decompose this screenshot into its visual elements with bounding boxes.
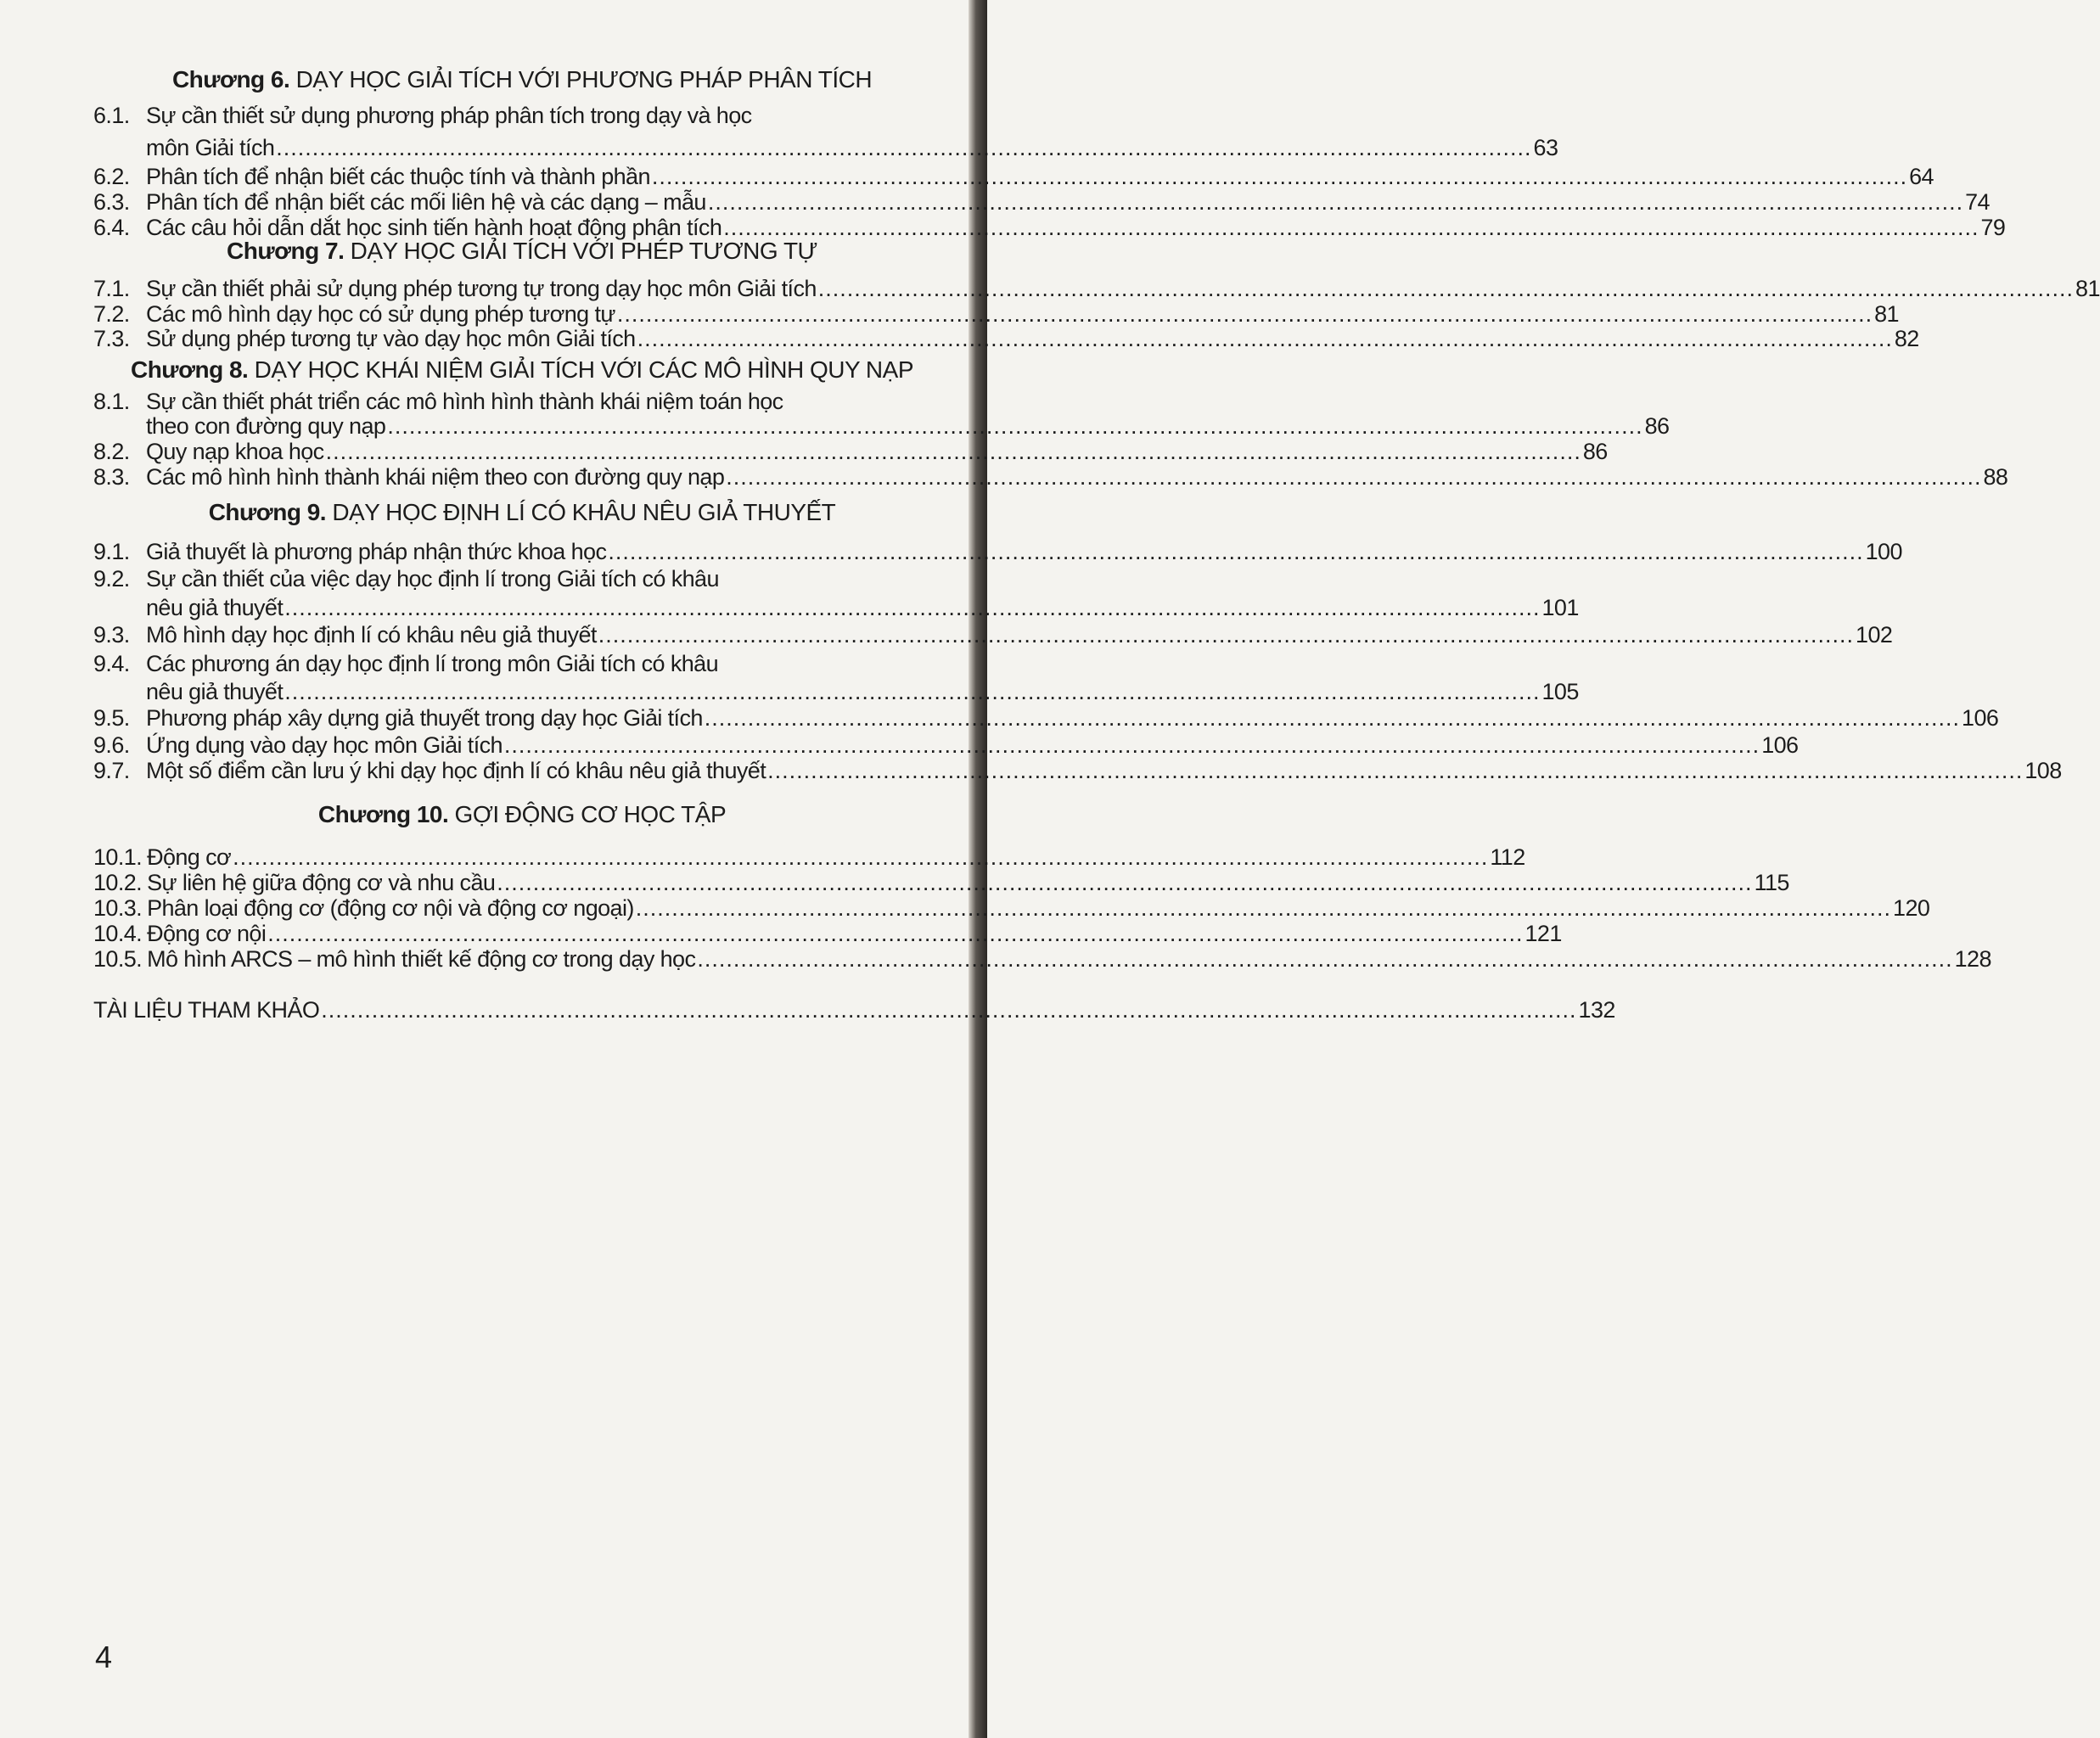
entry-number: 9.5. — [93, 705, 130, 731]
toc-entry[interactable] — [93, 676, 1579, 705]
chapter-label: Chương 10. — [317, 801, 449, 827]
entry-page: 105 — [1541, 679, 1579, 704]
dot-leader — [608, 539, 1863, 565]
entry-page: 100 — [1865, 539, 1902, 564]
entry-number: 8.3. — [93, 464, 130, 490]
dot-leader — [818, 276, 2074, 302]
dot-leader — [284, 595, 1540, 621]
entry-page: 79 — [1980, 215, 2006, 240]
entry-title: Các mô hình dạy học có sử dụng phép tương tự — [146, 301, 615, 327]
entry-title: Mô hình dạy học định lí có khâu nêu giả thuyết — [146, 622, 597, 648]
dot-leader — [598, 622, 1854, 648]
toc-entry[interactable] — [93, 893, 1930, 922]
entry-title: nêu giả thuyết — [146, 679, 284, 704]
dot-leader — [705, 705, 1960, 732]
page-number: 4 — [95, 1640, 113, 1674]
entry-number: 8.1. — [93, 389, 130, 414]
chapter-heading — [93, 66, 951, 93]
entry-title: Các mô hình hình thành khái niệm theo con đường quy nạp — [146, 464, 725, 490]
entry-number: 9.6. — [93, 732, 130, 758]
toc-entry[interactable] — [93, 187, 1990, 216]
entry-page: 106 — [1761, 732, 1799, 758]
entry-page: 115 — [1754, 870, 1789, 895]
entry-number: 8.2. — [93, 439, 130, 464]
entry-page: 88 — [1983, 464, 2008, 490]
entry-title: Sự cần thiết phát triển các mô hình hình thành khái niệm toán học — [146, 389, 783, 414]
entry-page: 81 — [2075, 276, 2100, 301]
toc-entry[interactable] — [93, 730, 1799, 759]
entry-title: nêu giả thuyết — [146, 595, 284, 620]
chapter-heading — [93, 238, 951, 265]
entry-number: 6.2. — [93, 164, 130, 189]
entry-number: 6.4. — [93, 215, 130, 240]
chapter-label: Chương 6. — [171, 66, 290, 93]
entry-page: 112 — [1490, 844, 1525, 870]
entry-number: 6.1. — [93, 103, 130, 128]
entry-page: 63 — [1533, 135, 1558, 160]
dot-leader — [767, 758, 2023, 784]
entry-title: Giả thuyết là phương pháp nhận thức khoa học — [146, 539, 607, 564]
toc-entry[interactable] — [93, 132, 1558, 161]
toc-entry[interactable] — [93, 592, 1579, 621]
toc-entry[interactable] — [93, 648, 951, 677]
chapter-title: DẠY HỌC ĐỊNH LÍ CÓ KHÂU NÊU GIẢ THUYẾT — [332, 499, 836, 525]
toc-entry[interactable] — [93, 411, 1670, 440]
entry-title: Phân loại động cơ (động cơ nội và động cơ ngoại) — [147, 895, 634, 921]
entry-number: 10.4. — [93, 921, 143, 946]
entry-number: 6.3. — [93, 189, 130, 215]
entry-title: Sự cần thiết phải sử dụng phép tương tự trong dạy học môn Giải tích — [146, 276, 817, 301]
chapter-heading — [93, 499, 951, 526]
toc-entry[interactable] — [93, 563, 951, 592]
entry-title: theo con đường quy nạp — [146, 413, 386, 439]
toc-entry[interactable] — [93, 995, 1615, 1023]
entry-page: 121 — [1524, 921, 1562, 946]
entry-page: 120 — [1893, 895, 1930, 921]
entry-title: TÀI LIỆU THAM KHẢO — [93, 997, 320, 1023]
chapter-label: Chương 7. — [227, 238, 345, 264]
entry-page: 101 — [1541, 595, 1579, 620]
entry-number: 10.1. — [93, 844, 143, 870]
entry-page: 81 — [1874, 301, 1899, 327]
entry-title: Sử dụng phép tương tự vào dạy học môn Giải tích — [146, 326, 636, 351]
dot-leader — [726, 464, 1981, 491]
toc-entry[interactable] — [93, 161, 1934, 190]
toc-entry[interactable] — [93, 462, 2008, 491]
chapter-heading — [93, 801, 951, 828]
toc-entry[interactable] — [93, 703, 1999, 732]
chapter-heading — [93, 356, 951, 384]
entry-title: Động cơ nội — [147, 921, 267, 946]
toc-entry[interactable] — [93, 212, 2006, 241]
entry-number: 7.1. — [93, 276, 130, 301]
entry-title: Một số điểm cần lưu ý khi dạy học định lí có khâu nêu giả thuyết — [146, 758, 766, 783]
entry-title: Động cơ — [147, 844, 232, 870]
entry-title: Các phương án dạy học định lí trong môn Giải tích có khâu — [146, 651, 718, 676]
entry-title: Phân tích để nhận biết các thuộc tính và thành phần — [146, 164, 650, 189]
entry-page: 106 — [1962, 705, 1999, 731]
toc-entry[interactable] — [93, 323, 1919, 352]
toc-entry[interactable] — [93, 918, 1562, 947]
toc-entry[interactable] — [93, 755, 2062, 784]
entry-number: 7.2. — [93, 301, 130, 327]
chapter-title: DẠY HỌC KHÁI NIỆM GIẢI TÍCH VỚI CÁC MÔ HÌNH QUY NẠP — [254, 356, 914, 383]
dot-leader — [321, 997, 1576, 1023]
entry-page: 86 — [1644, 413, 1670, 439]
toc-entry[interactable] — [93, 620, 1893, 648]
entry-title: Phương pháp xây dựng giả thuyết trong dạy học Giải tích — [146, 705, 703, 731]
dot-leader — [637, 326, 1893, 352]
chapter-title: DẠY HỌC GIẢI TÍCH VỚI PHƯƠNG PHÁP PHÂN TÍCH — [295, 66, 873, 93]
dot-leader — [284, 679, 1540, 705]
entry-title: Phân tích để nhận biết các mối liên hệ và các dạng – mẫu — [146, 189, 706, 215]
entry-number: 9.7. — [93, 758, 130, 783]
entry-number: 10.5. — [93, 946, 143, 972]
entry-title: môn Giải tích — [146, 135, 275, 160]
entry-number: 7.3. — [93, 326, 130, 351]
chapter-label: Chương 9. — [208, 499, 327, 525]
entry-number: 10.2. — [93, 870, 143, 895]
entry-title: Quy nạp khoa học — [146, 439, 324, 464]
toc-entry[interactable] — [93, 944, 1991, 973]
entry-title: Ứng dụng vào dạy học môn Giải tích — [146, 732, 503, 758]
entry-page: 128 — [1954, 946, 1991, 972]
chapter-label: Chương 8. — [130, 356, 249, 383]
entry-page: 132 — [1578, 997, 1615, 1023]
toc-entry[interactable] — [93, 100, 951, 129]
dot-leader — [697, 946, 1952, 973]
entry-page: 108 — [2024, 758, 2062, 783]
entry-number: 10.3. — [93, 895, 143, 921]
entry-page: 82 — [1894, 326, 1919, 351]
entry-title: Sự liên hệ giữa động cơ và nhu cầu — [147, 870, 496, 895]
dot-leader — [276, 135, 1531, 161]
entry-title: Sự cần thiết của việc dạy học định lí trong Giải tích có khâu — [146, 566, 719, 591]
toc-entry[interactable] — [93, 842, 1525, 871]
chapter-title: GỢI ĐỘNG CƠ HỌC TẬP — [454, 801, 727, 827]
chapter-title: DẠY HỌC GIẢI TÍCH VỚI PHÉP TƯƠNG TỰ — [350, 238, 817, 264]
entry-title: Mô hình ARCS – mô hình thiết kế động cơ trong dạy học — [147, 946, 696, 972]
toc-entry[interactable] — [93, 536, 1902, 565]
entry-page: 102 — [1856, 622, 1893, 648]
entry-page: 74 — [1965, 189, 1990, 215]
entry-number: 9.2. — [93, 566, 130, 591]
entry-page: 64 — [1909, 164, 1934, 189]
entry-page: 86 — [1582, 439, 1608, 464]
toc-entry[interactable] — [93, 867, 1789, 896]
toc-entry[interactable] — [93, 436, 1608, 465]
entry-number: 9.3. — [93, 622, 130, 648]
toc-entry[interactable] — [93, 273, 2100, 302]
entry-number: 9.4. — [93, 651, 130, 676]
entry-title: Sự cần thiết sử dụng phương pháp phân tích trong dạy và học — [146, 103, 752, 128]
entry-number: 9.1. — [93, 539, 130, 564]
entry-title: Các câu hỏi dẫn dắt học sinh tiến hành hoạt động phân tích — [146, 215, 722, 240]
